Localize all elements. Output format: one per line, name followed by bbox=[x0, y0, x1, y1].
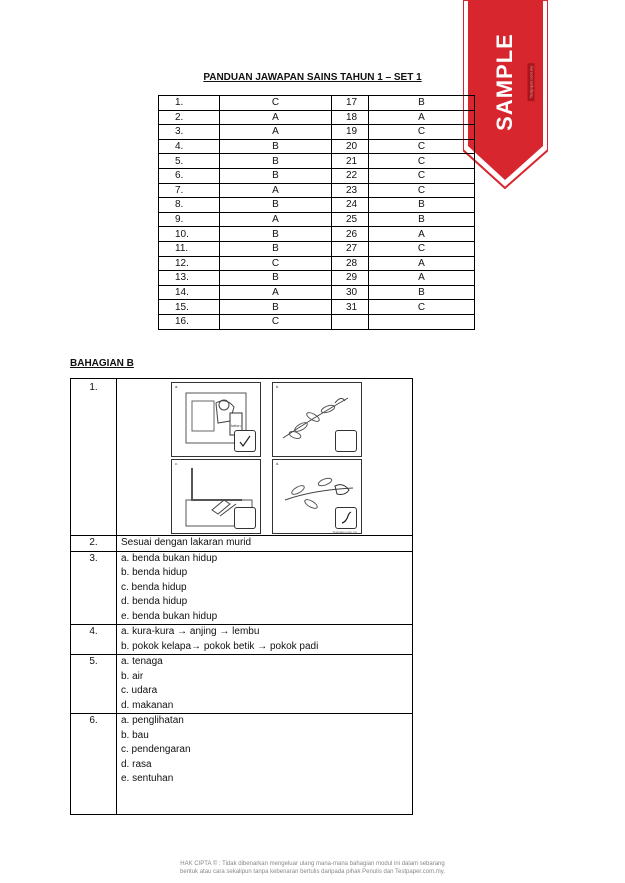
table-row bbox=[159, 96, 475, 111]
answer-cell: A bbox=[220, 110, 332, 125]
answer-cell: C bbox=[369, 168, 475, 183]
answer-line: c. benda hidup bbox=[121, 581, 187, 593]
answer-cell bbox=[369, 314, 475, 329]
answer-line: a. tenaga bbox=[121, 656, 163, 667]
question-number: 6. bbox=[159, 168, 220, 183]
section-heading: BAHAGIAN B bbox=[70, 358, 134, 369]
answer-cell: A bbox=[220, 183, 332, 198]
question-number: 23 bbox=[332, 183, 369, 198]
question-number: 5. bbox=[159, 154, 220, 169]
answer-cell: A bbox=[369, 256, 475, 271]
copyright-footer bbox=[0, 860, 625, 876]
question-number: 21 bbox=[332, 154, 369, 169]
question-number: 4. bbox=[159, 139, 220, 154]
question-number: 3. bbox=[159, 125, 220, 140]
table-row bbox=[159, 256, 475, 271]
question-number: 30 bbox=[332, 285, 369, 300]
question-number: 18 bbox=[332, 110, 369, 125]
table-row bbox=[71, 536, 413, 552]
question-number: 2. bbox=[159, 110, 220, 125]
answer-cell: B bbox=[220, 168, 332, 183]
question-number: 19 bbox=[332, 125, 369, 140]
question-number: 1. bbox=[71, 379, 117, 536]
ribbon-label: SAMPLE bbox=[492, 33, 517, 131]
tick-icon bbox=[336, 508, 356, 528]
table-row bbox=[159, 198, 475, 213]
answer-line: a. benda bukan hidup bbox=[121, 552, 218, 564]
illustration-panel-d: d. Testpaper.com.my bbox=[272, 459, 362, 534]
question-number: 10. bbox=[159, 227, 220, 242]
question-number: 3. bbox=[71, 551, 117, 625]
ribbon-sublabel: Testpaper.com.my bbox=[528, 63, 535, 101]
answer-cell: C bbox=[369, 139, 475, 154]
page-title: PANDUAN JAWAPAN SAINS TAHUN 1 – SET 1 bbox=[203, 72, 422, 83]
question-number: 26 bbox=[332, 227, 369, 242]
answer-cell: C bbox=[220, 256, 332, 271]
illustration-panel-c: c. bbox=[171, 459, 261, 534]
answer-cell: C bbox=[369, 300, 475, 315]
question-number: 27 bbox=[332, 241, 369, 256]
answer-line: b. bau bbox=[121, 729, 149, 741]
answer-cell: B bbox=[220, 227, 332, 242]
answer-cell: B bbox=[220, 198, 332, 213]
answer-cell: B bbox=[220, 154, 332, 169]
question-number: 9. bbox=[159, 212, 220, 227]
question-number: 20 bbox=[332, 139, 369, 154]
table-row bbox=[159, 314, 475, 329]
tick-icon bbox=[235, 431, 255, 451]
question-number: 22 bbox=[332, 168, 369, 183]
answer-box bbox=[234, 430, 256, 452]
question-number: 12. bbox=[159, 256, 220, 271]
table-row bbox=[159, 154, 475, 169]
question-number: 13. bbox=[159, 271, 220, 286]
table-row bbox=[159, 227, 475, 242]
question-number: 29 bbox=[332, 271, 369, 286]
answer-cell: B bbox=[369, 198, 475, 213]
answer-cell: C bbox=[369, 241, 475, 256]
illustration-panel-a: a. lotion bbox=[171, 382, 261, 457]
illustration-panel-b: b. bbox=[272, 382, 362, 457]
question-number: 25 bbox=[332, 212, 369, 227]
answer-line: b. pokok kelapa→ pokok betik → pokok padi bbox=[121, 640, 319, 652]
answer-cell: B bbox=[220, 139, 332, 154]
answer-line: d. benda hidup bbox=[121, 596, 188, 607]
answer-line: Sesuai dengan lakaran murid bbox=[121, 537, 252, 548]
answer-cell: C bbox=[220, 314, 332, 329]
answer-box bbox=[335, 507, 357, 529]
footer-line: bentuk atau cara sekalipun tanpa kebenaran bertulis daripada pihak Penulis dan Testpaper.com.my. bbox=[180, 869, 445, 875]
table-row bbox=[71, 714, 413, 815]
answer-table bbox=[158, 95, 475, 330]
question-number: 7. bbox=[159, 183, 220, 198]
answer-cell: B bbox=[220, 300, 332, 315]
answer-box bbox=[335, 430, 357, 452]
table-row bbox=[159, 212, 475, 227]
question-number: 15. bbox=[159, 300, 220, 315]
answer-cell: B bbox=[220, 241, 332, 256]
answer-cell bbox=[117, 714, 413, 815]
svg-text:lotion: lotion bbox=[231, 423, 241, 428]
answer-cell: B bbox=[369, 212, 475, 227]
answer-cell: A bbox=[220, 212, 332, 227]
table-row bbox=[71, 379, 413, 536]
answer-line: e. benda bukan hidup bbox=[121, 610, 218, 622]
answer-line: d. rasa bbox=[121, 758, 152, 770]
answer-cell bbox=[117, 536, 413, 552]
answer-cell bbox=[117, 655, 413, 714]
answer-line: e. sentuhan bbox=[121, 773, 174, 784]
table-row bbox=[159, 110, 475, 125]
question-number: 14. bbox=[159, 285, 220, 300]
answer-cell bbox=[117, 551, 413, 625]
answer-line: b. benda hidup bbox=[121, 567, 188, 578]
table-row bbox=[159, 285, 475, 300]
answer-box bbox=[234, 507, 256, 529]
answer-cell: C bbox=[369, 154, 475, 169]
question-number: 5. bbox=[71, 655, 117, 714]
answer-cell: B bbox=[369, 96, 475, 111]
answer-line: b. air bbox=[121, 670, 144, 682]
table-row bbox=[159, 183, 475, 198]
table-row bbox=[159, 271, 475, 286]
answer-cell: A bbox=[369, 271, 475, 286]
answer-cell: B bbox=[369, 285, 475, 300]
answer-line: c. udara bbox=[121, 685, 158, 696]
table-row bbox=[159, 241, 475, 256]
question-number: 8. bbox=[159, 198, 220, 213]
answer-cell: C bbox=[369, 125, 475, 140]
answer-cell: A bbox=[369, 110, 475, 125]
answer-line: d. makanan bbox=[121, 699, 174, 711]
section-b-table bbox=[70, 378, 413, 815]
question-number: 17 bbox=[332, 96, 369, 111]
table-row bbox=[159, 125, 475, 140]
question-number: 11. bbox=[159, 241, 220, 256]
answer-line: a. penglihatan bbox=[121, 715, 184, 726]
question-number: 6. bbox=[71, 714, 117, 815]
answer-cell: A bbox=[369, 227, 475, 242]
answer-cell: A bbox=[220, 125, 332, 140]
answer-line: c. pendengaran bbox=[121, 744, 191, 755]
table-row bbox=[159, 139, 475, 154]
table-row bbox=[159, 300, 475, 315]
question-number: 16. bbox=[159, 314, 220, 329]
question-number: 1. bbox=[159, 96, 220, 111]
question-number bbox=[332, 314, 369, 329]
footer-line: HAK CIPTA © : Tidak dibenarkan mengeluar ulang mana-mana bahagian modul ini dalam sebarang bbox=[180, 861, 445, 867]
answer-cell: C bbox=[220, 96, 332, 111]
question-number: 2. bbox=[71, 536, 117, 552]
table-row bbox=[71, 625, 413, 655]
image-caption: Testpaper.com.my bbox=[332, 530, 357, 534]
question-number: 24 bbox=[332, 198, 369, 213]
answer-line: a. kura-kura → anjing → lembu bbox=[121, 626, 260, 637]
question-number: 4. bbox=[71, 625, 117, 655]
answer-cell bbox=[117, 625, 413, 655]
answer-cell: C bbox=[369, 183, 475, 198]
answer-cell: A bbox=[220, 285, 332, 300]
question-number: 28 bbox=[332, 256, 369, 271]
table-row bbox=[71, 655, 413, 714]
question-number: 31 bbox=[332, 300, 369, 315]
table-row bbox=[159, 168, 475, 183]
table-row bbox=[71, 551, 413, 625]
answer-cell: B bbox=[220, 271, 332, 286]
sample-ribbon bbox=[463, 0, 548, 190]
question-image-grid bbox=[117, 379, 408, 535]
